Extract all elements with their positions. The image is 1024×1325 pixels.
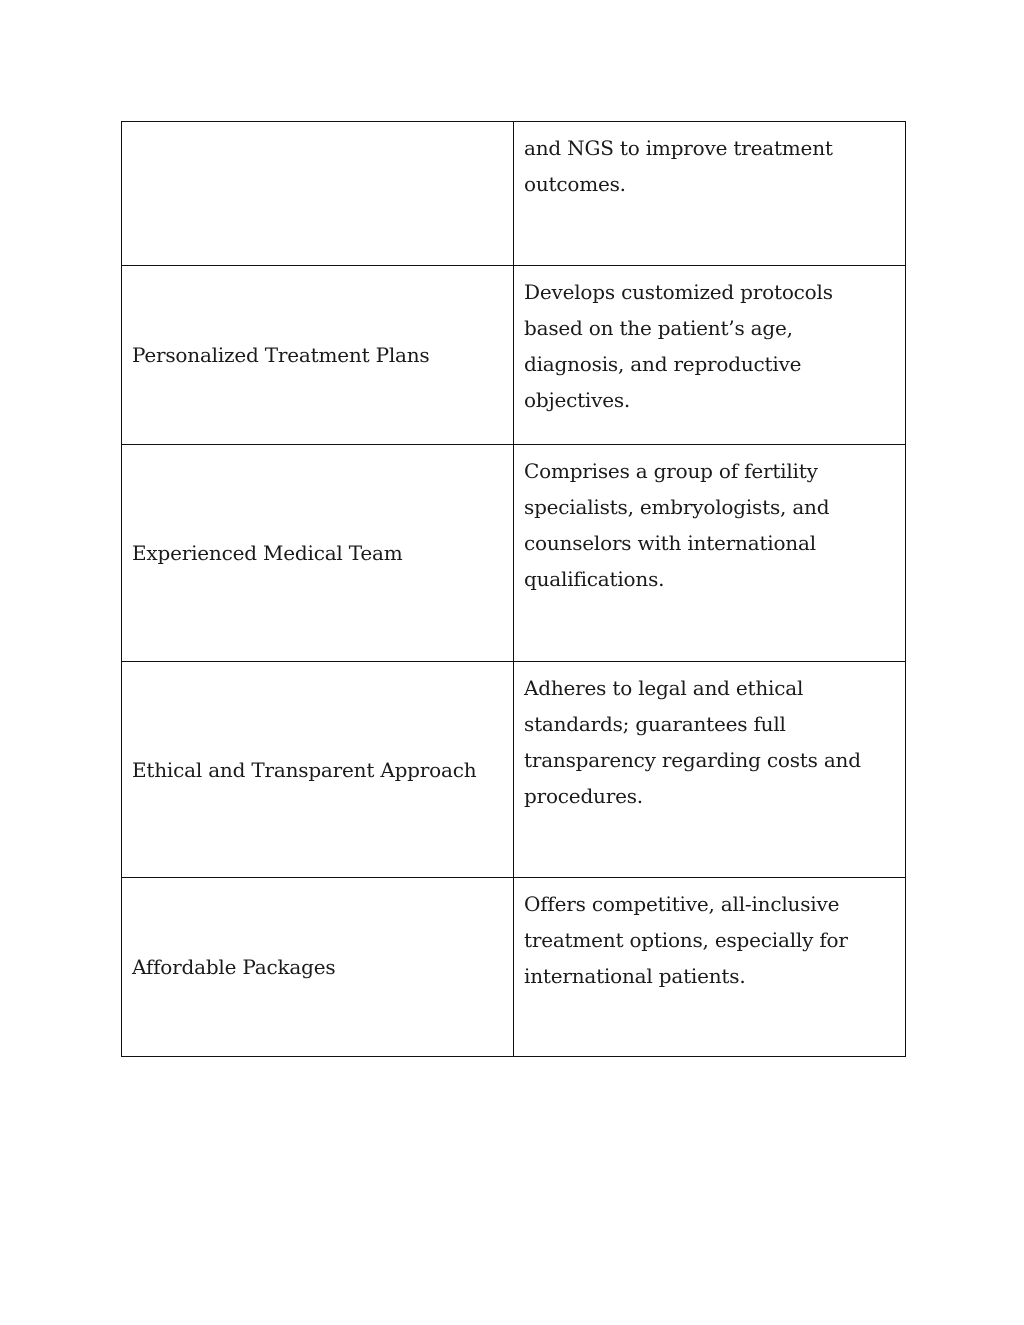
description-cell: and NGS to improve treatment outcomes. xyxy=(514,122,906,266)
table-row xyxy=(122,878,906,1057)
table-row xyxy=(122,122,906,266)
feature-cell: Personalized Treatment Plans xyxy=(122,266,514,445)
feature-cell xyxy=(122,122,514,266)
description-cell: Comprises a group of fertility specialists, embryologists, and counselors with international qualifications. xyxy=(514,445,906,662)
description-cell: Adheres to legal and ethical standards; guarantees full transparency regarding costs and procedures. xyxy=(514,662,906,878)
feature-cell: Experienced Medical Team xyxy=(122,445,514,662)
table-row xyxy=(122,662,906,878)
description-cell: Offers competitive, all-inclusive treatment options, especially for international patients. xyxy=(514,878,906,1057)
description-cell: Develops customized protocols based on the patient’s age, diagnosis, and reproductive objectives. xyxy=(514,266,906,445)
table-row xyxy=(122,445,906,662)
features-table xyxy=(121,121,906,1057)
feature-cell: Affordable Packages xyxy=(122,878,514,1057)
feature-cell: Ethical and Transparent Approach xyxy=(122,662,514,878)
table-row xyxy=(122,266,906,445)
